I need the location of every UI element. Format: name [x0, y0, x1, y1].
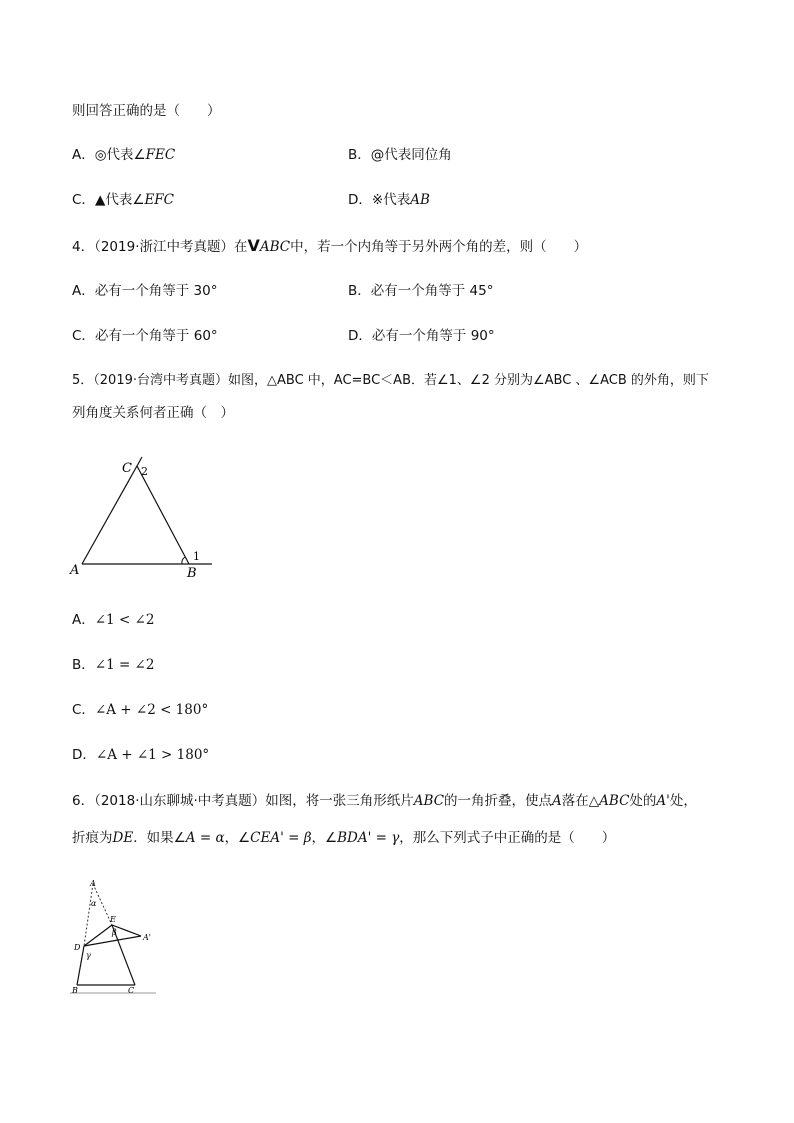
- option-expr: ∠1 < ∠2: [94, 612, 155, 628]
- q5-option-a: [72, 611, 154, 629]
- stem-text: 6．（2018·山东聊城·中考真题）如图，将一张三角形纸片: [72, 793, 414, 809]
- q3-option-c: [72, 191, 174, 209]
- stem-math: A: [552, 793, 562, 809]
- stem-math: A = α: [185, 830, 225, 846]
- q3-stem-tail: 则回答正确的是（ ）: [72, 103, 221, 119]
- q3-option-b: [348, 146, 452, 164]
- label-beta: β: [112, 928, 117, 937]
- stem-text: 的一角折叠，使点: [444, 793, 553, 809]
- dashed-line-ad: [84, 884, 93, 946]
- option-letter: A．: [72, 612, 95, 628]
- stem-text: ．如果∠: [133, 830, 186, 846]
- option-text: ◎代表∠: [94, 147, 146, 163]
- line-da-prime: [84, 936, 141, 946]
- label-angle-2: 2: [141, 465, 148, 478]
- option-text: 必有一个角等于 45°: [370, 283, 494, 299]
- option-math: AB: [410, 192, 430, 208]
- option-letter: A．: [72, 147, 95, 163]
- line-ac-extended: [82, 457, 142, 564]
- q4-option-d: [348, 327, 495, 345]
- q5-stem-line2: 列角度关系何者正确（ ）: [72, 405, 234, 421]
- q6-stem-line1: [72, 792, 697, 810]
- option-text: 必有一个角等于 30°: [94, 283, 218, 299]
- option-text: 必有一个角等于 60°: [94, 328, 218, 344]
- q6-stem-line2: [72, 829, 615, 847]
- line-cb: [137, 466, 189, 564]
- option-text: 必有一个角等于 90°: [371, 328, 495, 344]
- q4-option-a: [72, 282, 217, 300]
- q4-option-c: [72, 327, 218, 345]
- label-angle-1: 1: [193, 550, 200, 563]
- q3-option-d: [348, 191, 430, 209]
- stem-text: ，那么下列式子中正确的是（ ）: [399, 830, 616, 846]
- q5-stem-line1: 5．（2019·台湾中考真题）如图，△ABC 中，AC=BC＜AB．若∠1、∠2 分别为∠ABC 、∠ACB 的外角，则下: [72, 373, 709, 388]
- label-b: B: [72, 986, 78, 995]
- stem-math: A': [656, 793, 670, 809]
- option-letter: D．: [348, 328, 372, 344]
- stem-math: CEA' = β: [250, 830, 312, 846]
- option-expr: ∠A + ∠2 < 180°: [94, 702, 209, 718]
- label-c: C: [128, 986, 135, 995]
- label-b: B: [187, 566, 197, 580]
- q5-option-c: [72, 701, 208, 719]
- option-math: FEC: [145, 147, 176, 163]
- q5-option-d: [72, 746, 209, 764]
- label-a: A: [70, 563, 80, 578]
- stem-math: ABC: [599, 793, 630, 809]
- option-text: ▲代表∠: [94, 192, 145, 208]
- stem-math: ABC: [413, 793, 445, 809]
- q5-triangle-figure: [66, 450, 226, 580]
- stem-text: ，∠: [311, 830, 338, 846]
- option-letter: D．: [72, 747, 96, 763]
- stem-text: 折痕为: [72, 830, 113, 846]
- question-source: （2019·浙江中考真题）在: [94, 239, 248, 255]
- option-letter: C．: [72, 328, 95, 344]
- q4-stem: [72, 237, 587, 256]
- label-a: A: [90, 879, 96, 888]
- fold-line-de: [84, 925, 112, 946]
- option-text: @代表同位角: [370, 147, 452, 163]
- stem-text: 落在△: [561, 793, 600, 809]
- label-gamma: γ: [86, 951, 91, 960]
- option-letter: C．: [72, 192, 95, 208]
- stem-text: 处，: [669, 793, 697, 809]
- label-c: C: [122, 461, 132, 476]
- option-letter: A．: [72, 283, 95, 299]
- question-number: 4．: [72, 239, 95, 255]
- option-letter: B．: [72, 657, 95, 673]
- label-a-prime: A': [143, 933, 151, 942]
- stem-text: 处的: [629, 793, 657, 809]
- stem-math: DE: [112, 830, 134, 846]
- label-e: E: [110, 915, 116, 924]
- angle-1-arc: [182, 557, 185, 564]
- option-math: EFC: [144, 192, 174, 208]
- option-expr: ∠A + ∠1 > 180°: [95, 747, 210, 763]
- stem-math: BDA' = γ: [337, 830, 400, 846]
- stem-text: ，∠: [224, 830, 251, 846]
- triangle-label: ABC: [259, 239, 291, 255]
- triangle-symbol: V: [247, 236, 260, 255]
- label-d: D: [74, 943, 81, 952]
- option-letter: C．: [72, 702, 95, 718]
- option-letter: B．: [348, 147, 371, 163]
- q4-option-b: [348, 282, 494, 300]
- q6-fold-figure: [64, 872, 164, 996]
- label-alpha: α: [91, 899, 97, 908]
- option-expr: ∠1 = ∠2: [94, 657, 155, 673]
- question-rest: 中，若一个内角等于另外两个角的差，则（ ）: [290, 239, 588, 255]
- q3-option-a: [72, 146, 175, 164]
- option-letter: D．: [348, 192, 372, 208]
- option-letter: B．: [348, 283, 371, 299]
- q5-option-b: [72, 656, 154, 674]
- option-text: ※代表: [371, 192, 411, 208]
